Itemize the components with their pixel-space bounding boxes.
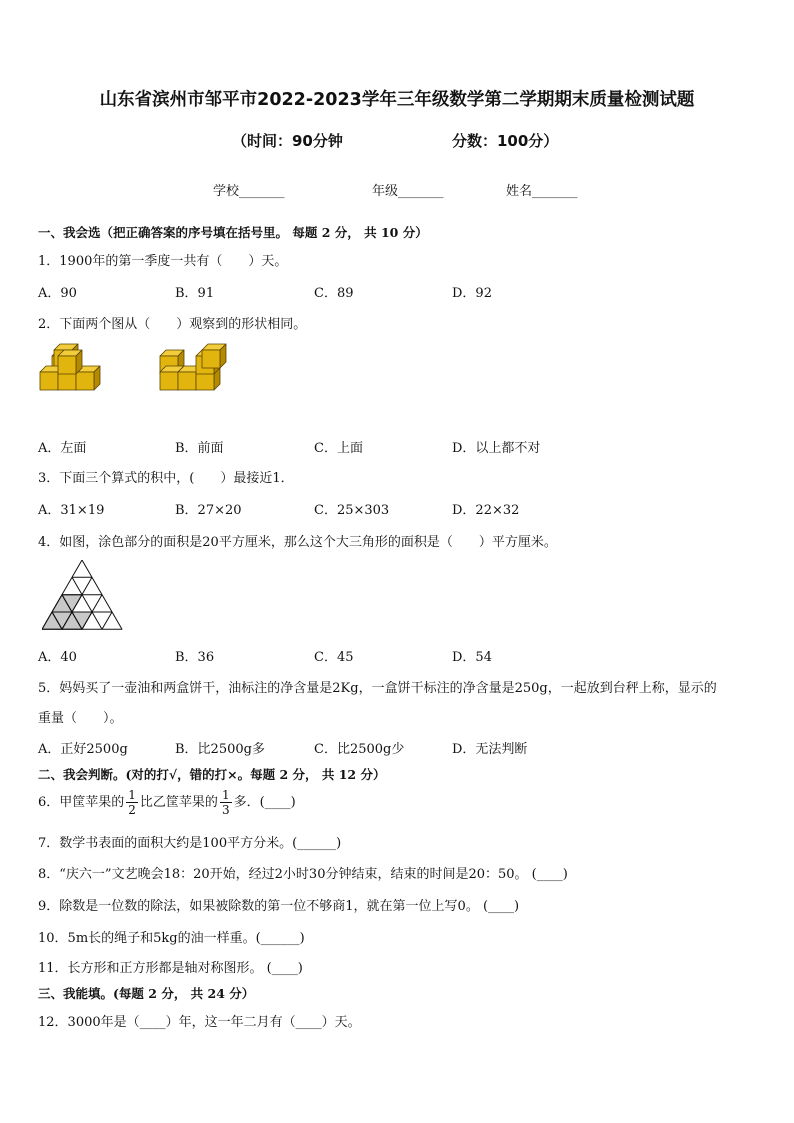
exam-time: （时间：90分钟 [232,132,343,150]
question-7[interactable]: 7．数学书表面的面积大约是100平方分米。(______) [38,836,342,851]
q4-option-d[interactable]: D．54 [452,650,492,665]
fraction-one-half [126,789,138,816]
triangle-figure [42,560,126,632]
q3-option-d[interactable]: D．22×32 [452,503,520,518]
fraction-denominator: 3 [221,803,230,817]
q3-option-b[interactable]: B．27×20 [175,503,242,518]
q4-option-a[interactable]: A．40 [38,650,77,665]
q4-option-c[interactable]: C．45 [314,650,354,665]
question-3: 3．下面三个算式的积中，( ）最接近1． [38,471,294,486]
section-3-heading: 三、我能填。(每题 2 分， 共 24 分） [38,986,255,1001]
q1-option-a[interactable]: A．90 [38,286,77,301]
question-10[interactable]: 10．5m长的绳子和5kg的油一样重。(______) [38,931,305,946]
fraction-one-third [220,789,232,816]
section-2-heading: 二、我会判断。(对的打√，错的打×。每题 2 分， 共 12 分） [38,767,386,782]
question-5-line-1: 5．妈妈买了一壶油和两盒饼干，油标注的净含量是2Kg，一盒饼干标注的净含量是250g，一起放到台秤上称，显示的 [38,681,717,696]
cube-figure-1 [38,340,104,396]
q3-option-a[interactable]: A．31×19 [38,503,105,518]
fraction-numerator: 1 [221,788,230,802]
page-title: 山东省滨州市邹平市2022-2023学年三年级数学第二学期期末质量检测试题 [99,90,695,110]
q2-option-d[interactable]: D．以上都不对 [452,441,541,456]
question-12[interactable]: 12．3000年是（____）年，这一年二月有（____）天。 [38,1015,361,1030]
q6-suffix[interactable]: 多．(____) [233,795,296,810]
question-11[interactable]: 11．长方形和正方形都是轴对称图形。 (____) [38,961,303,976]
cube-figure-2 [158,340,228,396]
question-6 [38,788,296,818]
question-2: 2．下面两个图从（ ）观察到的形状相同。 [38,317,307,332]
cube-block [58,350,82,374]
question-5-line-2: 重量（ ）。 [38,711,123,726]
q3-option-c[interactable]: C．25×303 [314,503,390,518]
q5-option-a[interactable]: A．正好2500g [38,742,128,757]
q5-option-c[interactable]: C．比2500g少 [314,742,405,757]
q1-option-b[interactable]: B．91 [175,286,215,301]
section-1-heading: 一、我会选（把正确答案的序号填在括号里。 每题 2 分， 共 10 分） [38,225,428,240]
q4-option-b[interactable]: B．36 [175,650,215,665]
name-field[interactable]: 姓名_______ [506,184,578,199]
fraction-numerator: 1 [128,788,136,802]
q2-option-a[interactable]: A．左面 [38,441,87,456]
q6-middle: 比乙筐苹果的 [139,795,218,810]
cube-block [202,344,226,368]
q2-option-b[interactable]: B．前面 [175,441,224,456]
fraction-denominator: 2 [128,803,136,817]
question-1: 1．1900年的第一季度一共有（ ）天。 [38,254,288,269]
question-9[interactable]: 9．除数是一位数的除法，如果被除数的第一位不够商1，就在第一位上写0。 (____) [38,899,520,914]
question-8[interactable]: 8．“庆六一”文艺晚会18：20开始，经过2小时30分钟结束，结束的时间是20：50。 (____) [38,867,568,882]
q5-option-b[interactable]: B．比2500g多 [175,742,265,757]
q6-prefix: 6．甲筐苹果的 [38,795,125,810]
question-4: 4．如图，涂色部分的面积是20平方厘米，那么这个大三角形的面积是（ ）平方厘米。 [38,535,557,550]
q2-option-c[interactable]: C．上面 [314,441,363,456]
q1-option-c[interactable]: C．89 [314,286,354,301]
q5-option-d[interactable]: D．无法判断 [452,742,528,757]
q1-option-d[interactable]: D．92 [452,286,492,301]
school-field[interactable]: 学校_______ [213,184,285,199]
exam-score: 分数：100分） [452,132,559,150]
grade-field[interactable]: 年级_______ [372,184,444,199]
